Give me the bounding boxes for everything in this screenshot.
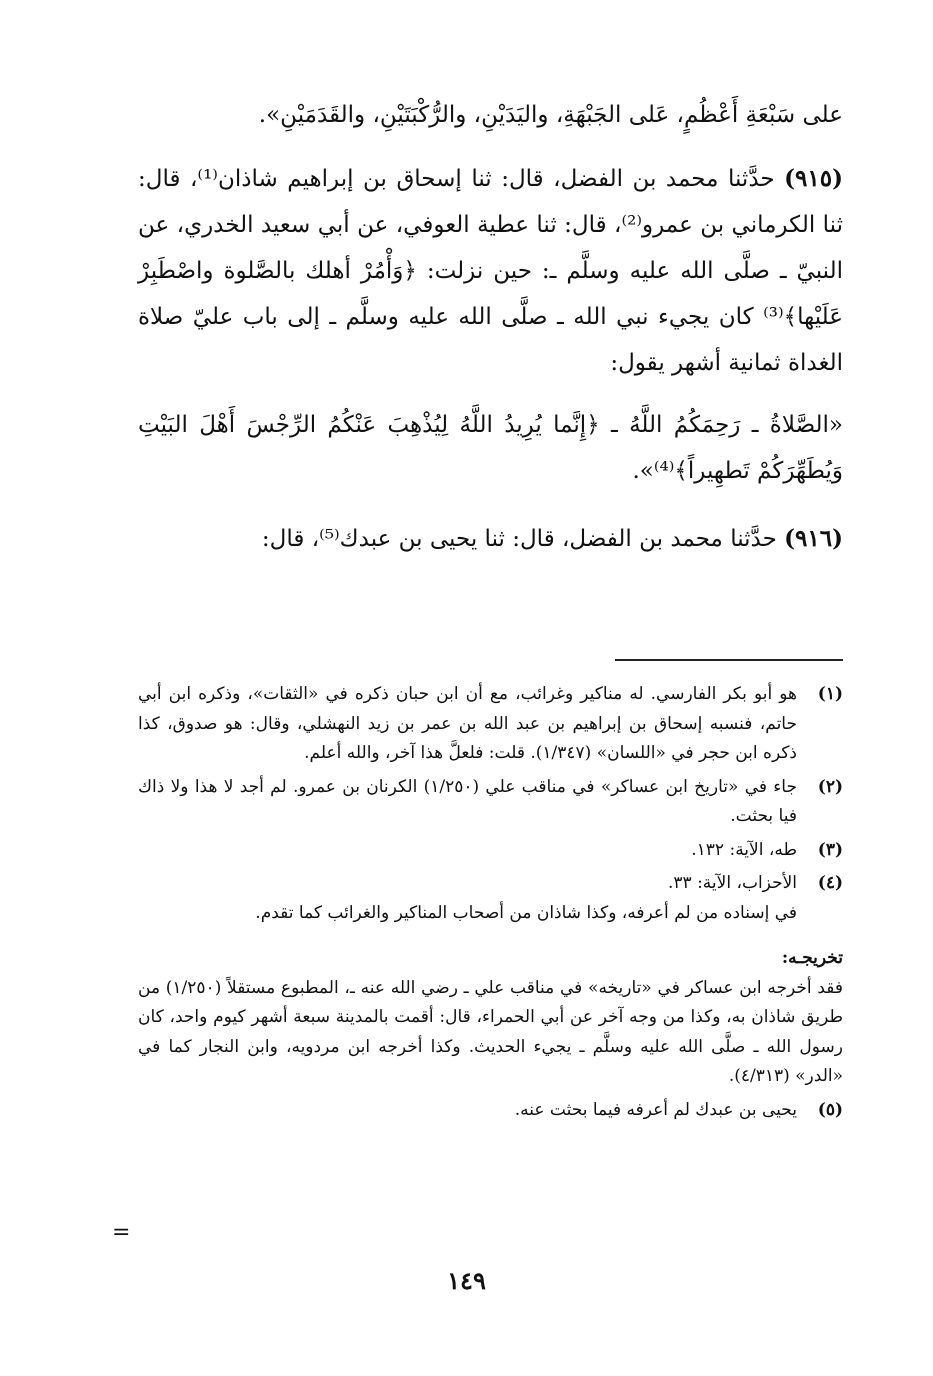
footnote-text: يحيى بن عبدك لم أعرفه فيما بحثت عنه. (514, 1099, 797, 1120)
hadith-number: (٩١٦) (784, 525, 843, 552)
footnote-number: (٤) (817, 873, 843, 893)
footnote-4-comment: في إسناده من لم أعرفه، وكذا شاذان من أصحاب المناكير والغرائب كما تقدم. (255, 902, 797, 923)
footnotes (138, 680, 843, 1129)
footnote-number: (٣) (817, 839, 843, 860)
footnote-divider (615, 659, 843, 661)
footnote-4 (138, 869, 843, 899)
footnote-text: هو أبو بكر الفارسي. له مناكير وغرائب، مع أن ابن حبان ذكره في «الثقات»، وذكره ابن أبي حاتم، فنسبه إسحاق بن إبراهيم بن عبد الله بن عمر بن زيد النهشلي، وقال: هو صدوق، كذا ذكره ابن حجر في «اللسان» (١/٣٤٧). قلت: فلعلَّ هذا آخر، والله أعلم. (138, 684, 797, 763)
takhrij-text: فقد أخرجه ابن عساكر في «تاريخه» في مناقب علي ـ رضي الله عنه ـ، المطبوع مستقلاً (١/٢٥٠) من طريق شاذان به، وكذا من وجه آخر عن أبي الحمراء، قال: أقمت بالمدينة سبعة أشهر كيوم واحد، كان رسول الله ـ صلَّى الله عليه وسلَّم ـ يجيء الحديث. وكذا أخرجه ابن مردويه، وابن النجار كما في «الدر» (٤/٣١٣). (138, 977, 843, 1086)
footnote-text: جاء في «تاريخ ابن عساكر» في مناقب علي (١/٢٥٠) الكرنان بن عمرو. لم أجد لا هذا ولا ذاك فيا بحثت. (138, 776, 797, 826)
footnote-5 (138, 1096, 843, 1126)
footnote-number: (٥) (817, 1099, 843, 1120)
hadith-915 (138, 156, 843, 386)
footnote-number: (١) (817, 684, 843, 704)
footnote-text: طه، الآية: ١٣٢. (691, 839, 797, 860)
hadith-916 (138, 516, 843, 562)
continuation-line: على سَبْعَةِ أَعْظُمٍ، عَلى الجَبْهَةِ، واليَدَيْنِ، والرُّكْبَتَيْنِ، والقَدَمَيْنِ». (258, 102, 843, 128)
quoted-saying: «الصَّلاةُ ـ رَحِمَكُمُ اللَّهُ ـ ﴿إِنَّما يُرِيدُ اللَّهُ لِيُذْهِبَ عَنْكُمُ الرِّجْسَ أَهْلَ البَيْتِ وَيُطَهِّرَكُمْ تَطهِيراً﴾⁽⁴⁾». (138, 412, 843, 484)
main-text (138, 92, 843, 562)
continuation-mark: = (112, 1220, 131, 1245)
footnote-number: (٢) (817, 776, 843, 797)
page-number: ١٤٩ (447, 1266, 486, 1295)
footnote-2 (138, 773, 843, 832)
hadith-text: حدَّثنا محمد بن الفضل، قال: ثنا إسحاق بن إبراهيم شاذان⁽¹⁾، قال: ثنا الكرماني بن عمرو⁽²⁾، قال: ثنا عطية العوفي، عن أبي سعيد الخدري، عن النبيّ ـ صلَّى الله عليه وسلَّم ـ: حين نزلت: ﴿وَأْمُرْ أهلك بالصَّلوة واصْطَبِرْ عَلَيْها﴾⁽³⁾ كان يجيء نبي الله ـ صلَّى الله عليه وسلَّم ـ إلى باب عليّ صلاة الغداة ثمانية أشهر يقول: (138, 166, 843, 376)
hadith-number: (٩١٥) (784, 165, 843, 192)
takhrij-heading: تخريجـه: (781, 948, 843, 968)
footnote-text: الأحزاب، الآية: ٣٣. (668, 873, 797, 893)
footnote-1 (138, 680, 843, 769)
hadith-text: حدَّثنا محمد بن الفضل، قال: ثنا يحيى بن عبدك⁽⁵⁾، قال: (261, 526, 777, 552)
footnote-3 (138, 836, 843, 866)
